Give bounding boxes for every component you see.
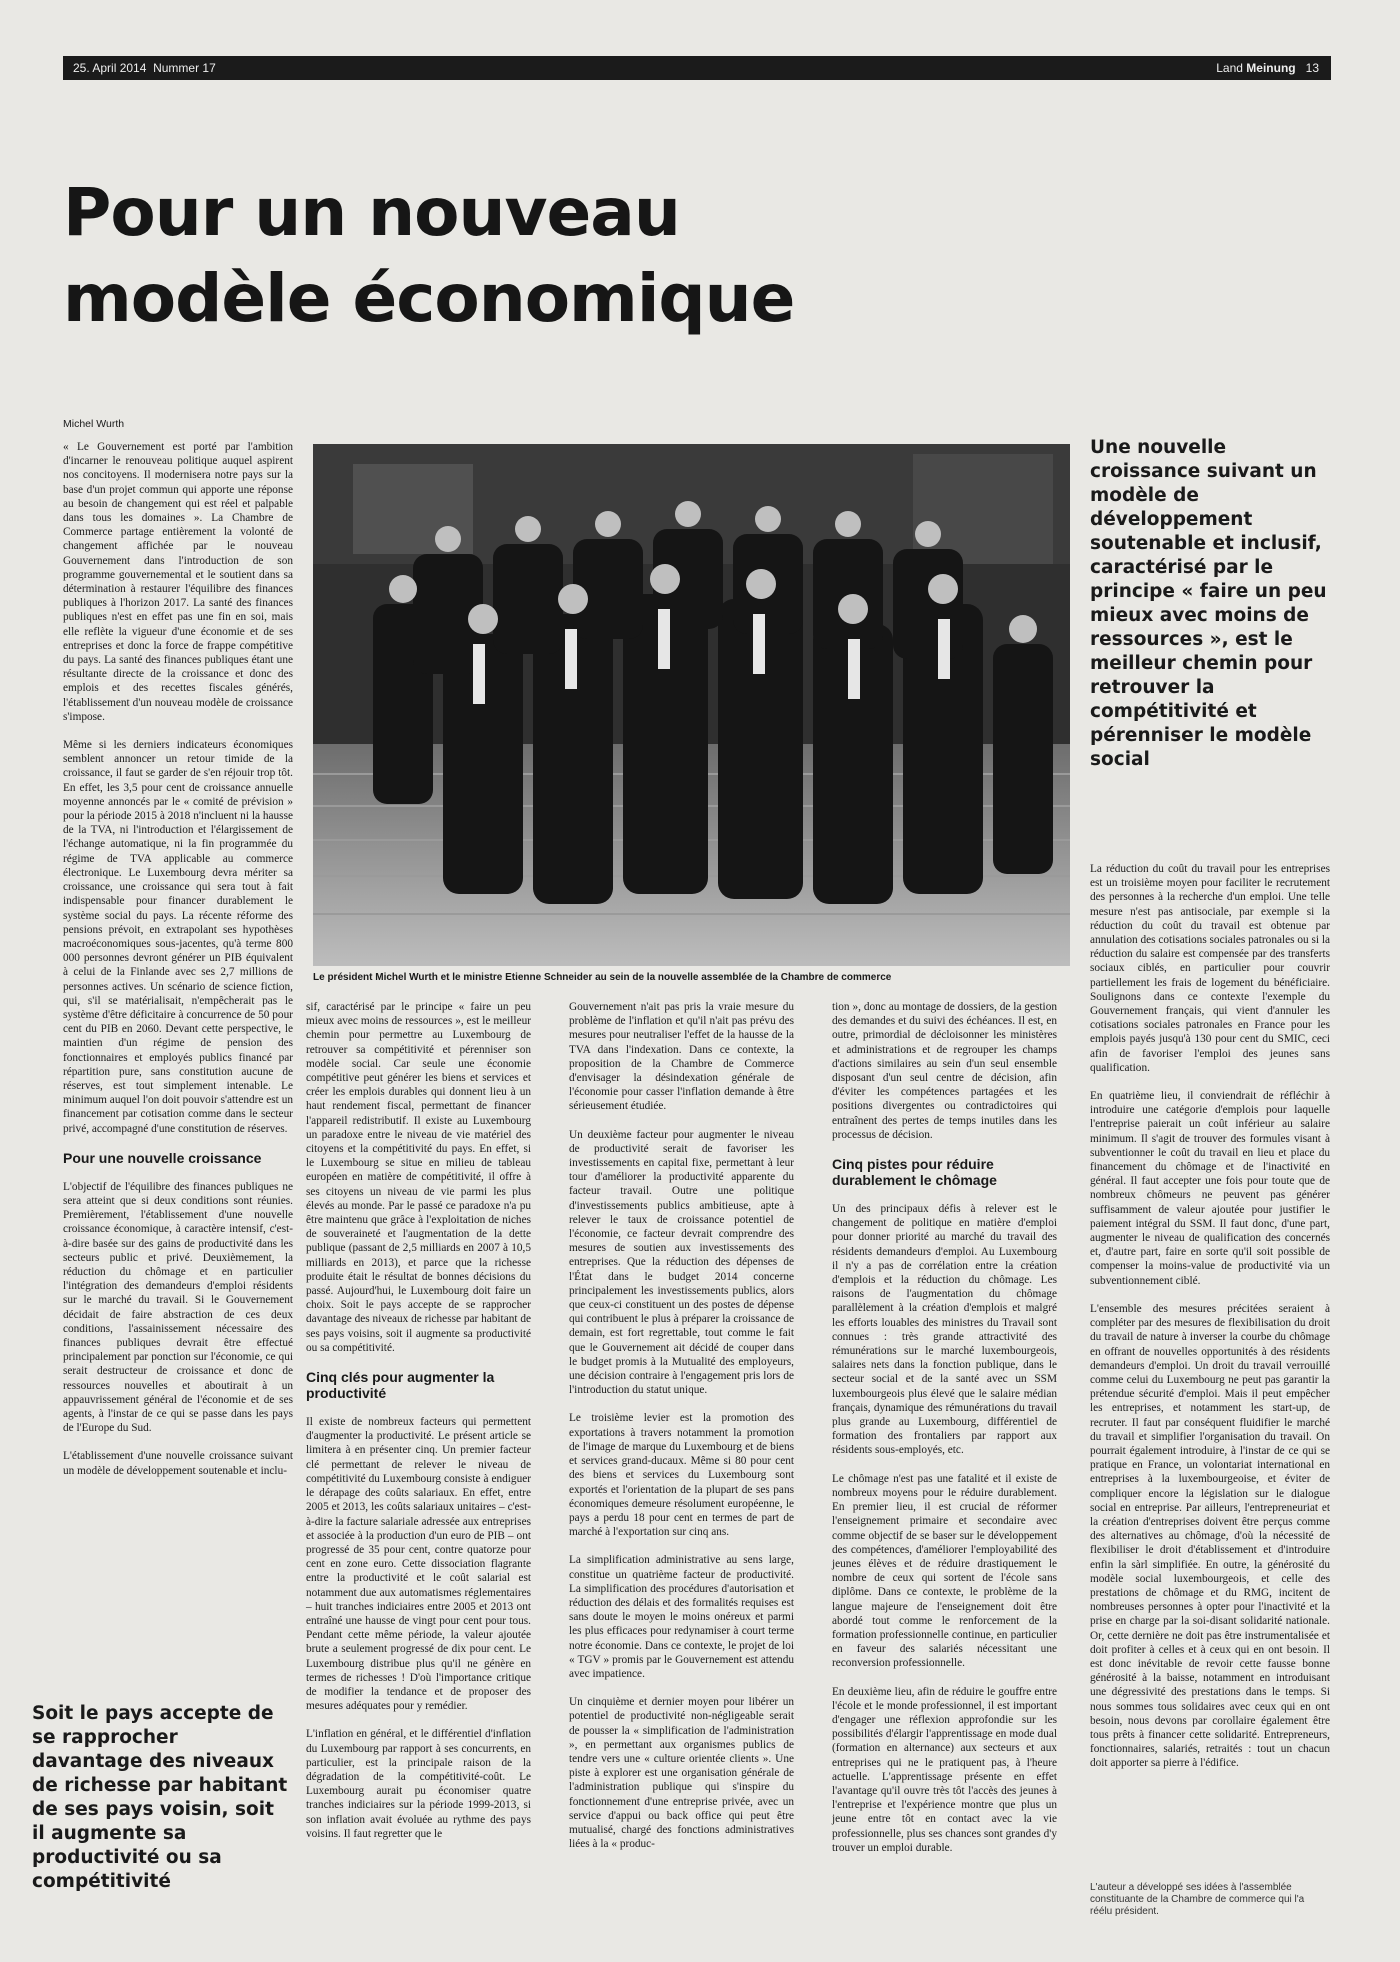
group-photo <box>313 444 1070 966</box>
pullquote-bottom: Soit le pays accepte de se rapprocher davantage des niveaux de richesse par habitant de ses pays voisin, soit il augmente sa productivité ou sa compétitivité <box>32 1703 288 1892</box>
paragraph: Il existe de nombreux facteurs qui permettent d'augmenter la productivité. Le présent article se limitera à en présenter cinq. Un premier facteur clé permettant de relever le niveau de compétitivité du Luxembourg consiste à endiguer le dérapage des coûts salariaux. En effet, entre 2005 et 2013, les coûts salariaux unitaires – c'est-à-dire la facture salariale adressée aux entreprises et associée à la production d'un euro de PIB – ont progressé de 35 pour cent, contre quatorze pour cent en zone euro. Cette dissociation flagrante entre la productivité et le coût salarial est notamment due aux automatismes réglementaires – huit tranches indiciaires entre 2005 et 2013 ont entraîné une hausse de vingt pour cent pour tous. Pendant cette même période, la valeur ajoutée brute a seulement progressé de dix pour cent. Le Luxembourg distribue plus qu'il ne génère en termes de richesses ! D'où l'importance critique de modifier la tendance et de proposer des mesures adéquates pour y remédier. <box>306 1416 531 1713</box>
paragraph: En quatrième lieu, il conviendrait de réfléchir à introduire une catégorie d'emplois pour laquelle l'entreprise paierait un coût inférieur au salaire minimum. Il s'agit de trouver des formules visant à subventionner le coût du travail en lieu et place du financement du chômage et de l'inactivité en général. Il faut accepter une fois pour toute que de nombreux chômeurs ne peuvent pas générer suffisamment de valeur ajoutée pour justifier le paiement intégral du SSM. Il faut donc, d'une part, augmenter le niveau de qualification des concernés et, d'autre part, faire en sorte qu'il soit possible de compenser la moins-value de productivité via un subventionnement ciblé. <box>1090 1090 1330 1287</box>
column-3 <box>569 1000 794 1865</box>
subheading: Pour une nouvelle croissance <box>63 1149 262 1166</box>
masthead-date-issue: 25. April 2014 Nummer 17 <box>73 61 216 75</box>
paragraph: tion », donc au montage de dossiers, de la gestion des demandes et du suivi des échéances. Il est, en outre, primordial de décloisonner les ministères et administrations et de regrouper les champs d'actions similaires au sein d'un seul ensemble disposant d'un seul centre de décision, afin d'éviter les compétences partagées et les positions divergentes ou contradictoires qui entraînent des pertes de temps inutiles dans les processus de décision. <box>832 1001 1057 1141</box>
paragraph: La réduction du coût du travail pour les entreprises est un troisième moyen pour faciliter le recrutement des personnes à la recherche d'un emploi. Une telle mesure n'est pas antisociale, par exemple si la réduction du coût du travail est obtenue par annulation des cotisations sociales patronales ou si la réduction du salaire est compensée par des transferts sociaux ciblés, en particulier pour couvrir partiellement les frais de logement du bénéficiaire. Soulignons dans ce contexte l'exemple du Gouvernement français, qui vient d'annuler les cotisations sociales patronales en France pour les emplois payés jusqu'à 130 pour cent du SMIC, ceci afin de favoriser l'emploi des jeunes sans qualification. <box>1090 863 1331 1074</box>
masthead-section: Land Meinung 13 <box>1216 61 1319 75</box>
column-5 <box>1090 862 1330 1785</box>
paragraph: Un des principaux défis à relever est le changement de politique en matière d'emploi pour donner priorité au marché du travail des résidents demandeurs d'emploi. Au Luxembourg il n'y a pas de corrélation entre la création d'emplois et la réduction du chômage. Les raisons de l'augmentation du chômage parallèlement à la création d'emplois et malgré les efforts louables des ministres du Travail sont connues : très grande attractivité des rémunérations sur le marché luxembourgeois, salaires nets dans la fonction publique, dans le secteur social et de la santé avec un SSM luxembourgeois plus élevé que le salaire médian français, dynamique des rémunérations du travail plus grande au Luxembourg, différentiel de formation des frontaliers par rapport aux résidents sous-employés, etc. <box>832 1203 1057 1457</box>
paragraph: L'ensemble des mesures précitées seraient à compléter par des mesures de flexibilisation du droit du travail de nature à inverser la courbe du chômage en offrant de nouvelles opportunités à des résidents demandeurs d'emploi. Un droit du travail verrouillé comme celui du Luxembourg ne peut pas garantir la prétendue sécurité d'emploi. Mais il peut empêcher les entreprises, et notamment les start-up, de recruter. Il faut par conséquent fluidifier le marché du travail et simplifier l'organisation du travail. On pourrait également introduire, à l'instar de ce qui se pratique en France, un volontariat international en entreprises à la luxembourgeoise, et éviter de compliquer encore la législation sur le dialogue social en entreprise. Par ailleurs, l'entrepreneuriat et la création d'entreprises doivent être perçus comme des alternatives au chômage, d'où la nécessité de flexibiliser le droit d'établissement et d'introduire enfin la sàrl simplifiée. En outre, la générosité du modèle social luxembourgeois, et celle des prestations de chômage et du RMG, incitent de nombreuses personnes à opter pour l'inactivité et la prise en charge par la soi-disant solidarité nationale. Or, cette dernière ne doit pas être instrumentalisée et doit profiter à celles et à ceux qui en ont besoin. Il est donc inévitable de revoir cette fausse bonne générosité à la baisse, notamment en introduisant une dégressivité des prestations dans le temps. Si nous sommes tous solidaires avec ceux qui en ont besoin, nous devons par corollaire également être tous prêts à financer cette solidarité. Entrepreneurs, fonctionnaires, salariés, retraités : tout un chacun doit apporter sa pierre à l'édifice. <box>1090 1302 1330 1770</box>
paragraph: Le chômage n'est pas une fatalité et il existe de nombreux moyens pour le réduire durablement. En premier lieu, il est crucial de réformer l'enseignement primaire et secondaire avec comme objectif de se baser sur le développement des compétences, d'améliorer l'employabilité des jeunes élèves et de réduire drastiquement le nombre de ceux qui sortent de l'école sans diplôme. Dans ce contexte, le problème de la langue majeure de l'enseignement doit être abordé tout comme le renforcement de la formation professionnelle continue, en particulier en faveur des salariés nécessitant une reconversion professionnelle. <box>832 1472 1057 1670</box>
headline: Pour un nouveau modèle économique <box>63 174 795 337</box>
paragraph: En deuxième lieu, afin de réduire le gouffre entre l'école et le monde professionnel, il est important d'engager une réflexion approfondie sur les possibilités d'élargir l'apprentissage en mode dual (formation en alternance) aux secteurs et aux entreprises qui ne le pratiquent pas, à l'heure actuelle. L'apprentissage présente en effet l'avantage qu'il ouvre très tôt l'accès des jeunes à l'entreprise et l'expérience montre que plus un jeune entre tôt en contact avec la vie professionnelle, plus ses chances sont grandes d'y trouver un emploi durable. <box>832 1685 1057 1854</box>
paragraph: L'objectif de l'équilibre des finances publiques ne sera atteint que si deux conditions sont réunies. Premièrement, l'établissement d'une nouvelle croissance économique, à caractère intensif, c'est-à-dire basée sur des gains de productivité dans les secteurs public et privé. Deuxièmement, la réduction du chômage et en particulier l'intégration des demandeurs d'emploi résidents sur le marché du travail. Si le Gouvernement décidait de faire abstraction de ces deux conditions, l'assainissement nécessaire des finances publiques devrait être effectué principalement par ponction sur l'économie, ce qui serait destructeur de croissance et donc de ressources nouvelles et aboutirait à un appauvrissement général de l'économie et de ses agents, à l'instar de ce qui se passe dans les pays de l'Europe du Sud. <box>63 1180 293 1435</box>
pullquote-top: Une nouvelle croissance suivant un modèle de développement soutenable et inclusif, caractérisé par le principe « faire un peu mieux avec moins de ressources », est le meilleur chemin pour retrouver la compétitivité et pérenniser le modèle social <box>1090 437 1327 770</box>
paragraph: Un cinquième et dernier moyen pour libérer un potentiel de productivité non-négligeable serait de pousser la « simplification de l'administration », en permettant aux organismes publics de tendre vers une « culture orientée clients ». Une piste à explorer est une organisation générale de l'administration publique qui s'inspire du fonctionnement d'une entreprise privée, avec un service d'appui ou back office qui peut être mutualisé, chargé des fonctions administratives liées à la « produc- <box>569 1696 794 1851</box>
group-photo-illustration <box>313 444 1070 966</box>
paragraph: L'établissement d'une nouvelle croissance suivant un modèle de développement soutenable et inclu- <box>63 1450 293 1477</box>
column-4 <box>832 1000 1057 1869</box>
paragraph: sif, caractérisé par le principe « faire un peu mieux avec moins de ressources », est le meilleur chemin pour permettre au Luxembourg de retrouver sa compétitivité et pérenniser son modèle social. Car seule une économie compétitive peut générer les biens et services et créer les emplois durables qui donnent lieu à un haut rendement fiscal, permettant de financer l'appareil redistributif. Il existe au Luxembourg un paradoxe entre le niveau de vie matériel des citoyens et la compétitivité du pays. En effet, si le Luxembourg se situe en milieu de tableau européen en matière de compétitivité, il offre à ses citoyens un niveau de vie parmi les plus élevés au monde. Par le passé ce paradoxe n'a pu être maintenu que grâce à l'exploitation de niches de souveraineté et l'augmentation de la dette publique (passant de 2,5 milliards en 2007 à 10,5 milliards en 2013), et parce que la richesse produite était le résultat de bonnes décisions du passé. Aujourd'hui, le Luxembourg doit faire un choix. Soit le pays accepte de se rapprocher davantage des niveaux de richesse par habitant de ses pays voisins, soit il augmente sa productivité ou sa compétitivité. <box>306 1001 531 1354</box>
author-byline: Michel Wurth <box>63 418 125 430</box>
paragraph: « Le Gouvernement est porté par l'ambition d'incarner le renouveau politique auquel aspirent nos concitoyens. Il modernisera notre pays sur la base d'un projet commun qui apporte une réponse au besoin de changement qui est réel et palpable dans tous les domaines ». La Chambre de Commerce partage entièrement la volonté de changement affichée par le nouveau Gouvernement dans l'introduction de son programme gouvernemental et le soutient dans sa détermination à restaurer l'équilibre des finances publiques à l'horizon 2017. La santé des finances publiques n'est en effet pas une fin en soi, mais elle reflète la vigueur d'une économie et de ses entreprises et donc la force de frappe compétitive du pays. La santé des finances publiques étant une résultante directe de la croissance et donc des emplois et des recettes fiscales générés, l'établissement d'un nouveau modèle de croissance s'impose. <box>63 441 293 723</box>
paragraph: La simplification administrative au sens large, constitue un quatrième facteur de productivité. La simplification des procédures d'autorisation et réduction des délais et des formalités requises est sans doute le moyen le moins onéreux et parmi les plus efficaces pour redynamiser à court terme notre économie. Dans ce contexte, le projet de loi « TGV » promis par le Gouvernement est attendu avec impatience. <box>569 1554 794 1680</box>
paragraph: L'inflation en général, et le différentiel d'inflation du Luxembourg par rapport à ses concurrents, en particulier, est la principale raison de la dégradation de la compétitivité-coût. Le Luxembourg aurait pu économiser quatre tranches indiciaires sur la période 1999-2013, si son inflation avait évoluée au rythme des pays voisins. Il faut regretter que le <box>306 1728 531 1840</box>
paragraph: Même si les derniers indicateurs économiques semblent annoncer un retour timide de la croissance, il faut se garder de s'en réjouir trop tôt. En effet, les 3,5 pour cent de croissance annuelle moyenne annoncés par le « comité de prévision » pour la période 2015 à 2018 n'incluent ni la hausse de la TVA, ni l'introduction et l'élargissement de l'échange automatique, ni la fin programmée du régime de TVA applicable au commerce électronique. Le Luxembourg devra mériter sa croissance, une croissance qui sera tout à fait indispensable pour financer durablement le système social du pays. La récente réforme des pensions prévoit, en extrapolant ses hypothèses macroéconomiques sous-jacentes, qu'à terme 800 000 personnes devront générer un PIB équivalent à celui de la Finlande avec ses 2,7 millions de personnes actives. Un scénario de science fiction, qui, s'il se matérialisait, n'empêcherait pas le système d'être déficitaire à concurrence de 50 pour cent du PIB en 2060. Devant cette perspective, le maintien d'un régime de pension des fonctionnaires et employés publics financé par répartition pure, sans constitution aucune de réserves, est tout simplement intenable. Le minimum auquel l'on doit pouvoir s'attendre est un financement par cotisation comme dans le secteur privé, accompagné d'une constitution de réserves. <box>63 739 293 1135</box>
photo-caption: Le président Michel Wurth et le ministre Etienne Schneider au sein de la nouvelle assemblée de la Chambre de commerce <box>313 972 892 983</box>
column-2 <box>306 1000 531 1855</box>
subheading: Cinq clés pour augmenter la productivité <box>306 1369 495 1402</box>
paragraph: Le troisième levier est la promotion des exportations à travers notamment la promotion de l'image de marque du Luxembourg et de biens et services grand-ducaux. Même si 80 pour cent des biens et services du Luxembourg sont exportés et l'orientation de la plupart de ses pans économiques demeure résolument européenne, le pays a perdu 18 pour cent en termes de part de marché à l'exportation sur cinq ans. <box>569 1412 794 1539</box>
paragraph: Gouvernement n'ait pas pris la vraie mesure du problème de l'inflation et qu'il n'ait pas prévu des mesures pour neutraliser l'effet de la hausse de la TVA dans l'indexation. Dans ce contexte, la proposition de la Chambre de Commerce d'envisager la désindexation générale de l'économie pour casser l'inflation demande à être sérieusement étudiée. <box>569 1001 794 1113</box>
subheading: Cinq pistes pour réduire durablement le chômage <box>832 1156 997 1189</box>
paragraph: Un deuxième facteur pour augmenter le niveau de productivité serait de favoriser les investissements en capital fixe, permettant à leur tour d'améliorer la productivité apparente du facteur travail. Outre une politique d'investissements publics ambitieuse, apte à relever le taux de croissance potentiel de l'économie, ce facteur devrait comprendre des mesures de soutien aux investissements des entreprises. Que la réduction des dépenses de l'État dans le budget 2014 concerne principalement les investissements publics, alors que ceux-ci constituent un des postes de dépense qui contribuent le plus à préparer la croissance de demain, est fort regrettable, tout comme le fait que le Gouvernement ait décidé de couper dans le budget promis à la Mutualité des employeurs, une décision contraire à l'engagement pris lors de l'introduction du statut unique. <box>569 1128 794 1397</box>
masthead <box>63 56 1331 80</box>
author-note: L'auteur a développé ses idées à l'assemblée constituante de la Chambre de commerce qui l'a réélu président. <box>1090 1882 1305 1917</box>
column-1 <box>63 440 293 1492</box>
